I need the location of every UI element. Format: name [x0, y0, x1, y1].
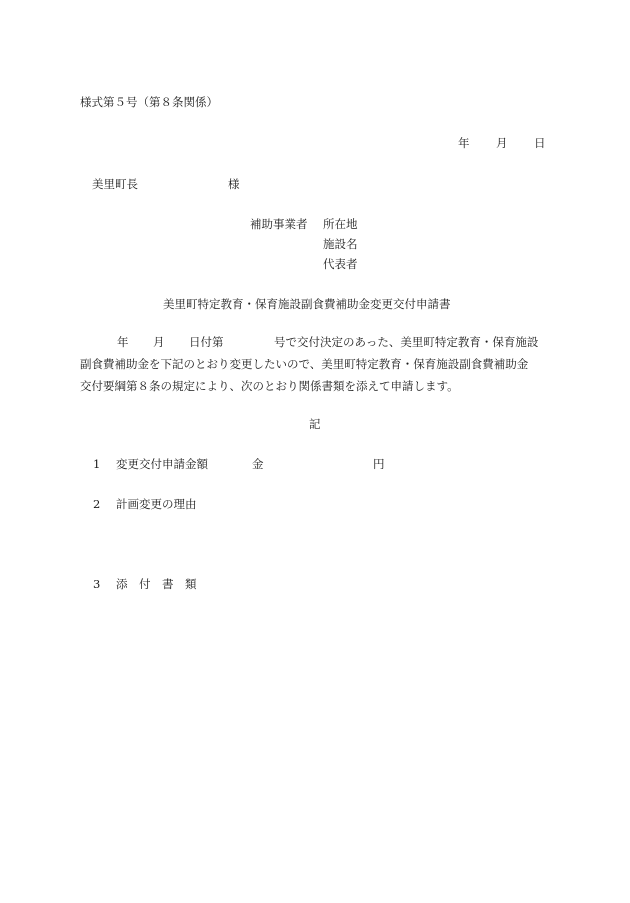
body-line3: 交付要綱第８条の規定により、次のとおり関係書類を添えて申請します。 — [80, 379, 459, 393]
ki-marker: 記 — [309, 417, 321, 431]
body-month-label: 月 — [153, 335, 165, 349]
item-1-currency-prefix: 金 — [252, 457, 264, 471]
applicant-label: 補助事業者 — [250, 217, 308, 231]
applicant-address-label: 所在地 — [323, 217, 358, 231]
body-day-number-label: 日付第 — [189, 335, 224, 349]
applicant-facility-label: 施設名 — [323, 237, 358, 251]
date-day-label: 日 — [534, 136, 546, 150]
item-3-label: 添 付 書 類 — [116, 577, 197, 591]
applicant-representative-label: 代表者 — [323, 257, 358, 271]
item-1-label: 変更交付申請金額 — [116, 457, 208, 471]
addressee-honorific: 様 — [228, 177, 240, 191]
item-2-label: 計画変更の理由 — [116, 497, 197, 511]
item-1-number: 1 — [93, 457, 101, 471]
item-3-number: 3 — [93, 577, 101, 591]
date-year-label: 年 — [458, 136, 470, 150]
item-1-currency-suffix: 円 — [373, 457, 385, 471]
item-2-number: 2 — [93, 497, 101, 511]
addressee-name: 美里町長 — [92, 177, 138, 191]
form-number: 様式第５号（第８条関係） — [80, 95, 218, 109]
body-line1-rest: 号で交付決定のあった、美里町特定教育・保育施設 — [274, 335, 539, 349]
date-month-label: 月 — [496, 136, 508, 150]
body-line2: 副食費補助金を下記のとおり変更したいので、美里町特定教育・保育施設副食費補助金 — [80, 357, 529, 371]
body-year-label: 年 — [117, 335, 129, 349]
document-title: 美里町特定教育・保育施設副食費補助金変更交付申請書 — [163, 297, 451, 311]
